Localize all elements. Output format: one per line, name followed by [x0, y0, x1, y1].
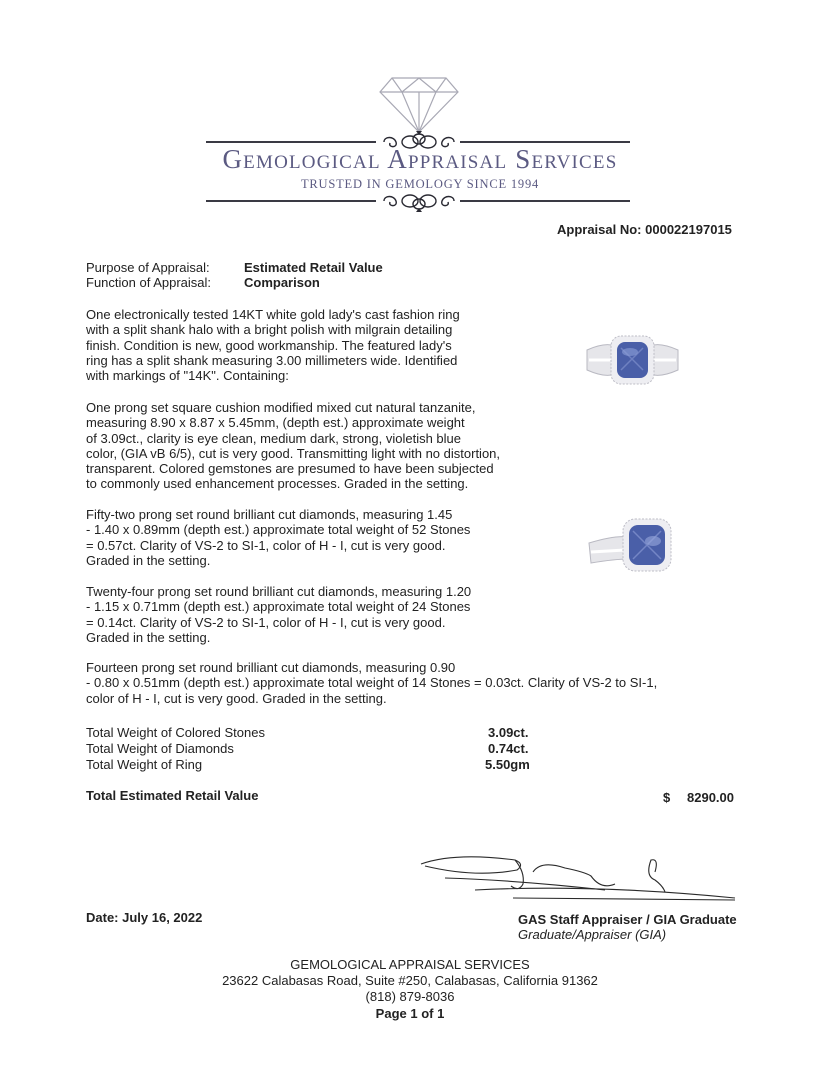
text-line: One electronically tested 14KT white gold lady's cast fashion ring	[86, 307, 460, 322]
text-line: = 0.57ct. Clarity of VS-2 to SI-1, color of H - I, cut is very good.	[86, 537, 446, 553]
page-number: Page 1 of 1	[375, 1006, 445, 1021]
appraiser-subtitle: Graduate/Appraiser (GIA)	[518, 927, 667, 942]
total-colored-stones-label: Total Weight of Colored Stones	[86, 725, 265, 740]
text-line: Fifty-two prong set round brilliant cut diamonds, measuring 1.45	[86, 507, 453, 522]
appraisal-date: Date: July 16, 2022	[86, 910, 203, 925]
text-line: to commonly used enhancement processes. Graded in the setting.	[86, 476, 469, 492]
text-line: color of H - I, cut is very good. Graded in the setting.	[86, 690, 387, 706]
total-ring-weight-value: 5.50gm	[485, 757, 530, 772]
company-logo-title: Gemological Appraisal Services	[222, 144, 618, 174]
total-ring-weight-label: Total Weight of Ring	[86, 757, 203, 772]
appraiser-title: GAS Staff Appraiser / GIA Graduate	[518, 912, 737, 927]
text-line: = 0.14ct. Clarity of VS-2 to SI-1, color of H - I, cut is very good.	[86, 614, 446, 630]
appraisal-number-value: 000022197015	[645, 222, 732, 237]
logo-top-rule-left	[206, 141, 376, 143]
text-line: One prong set square cushion modified mixed cut natural tanzanite,	[86, 400, 476, 415]
total-diamonds-value: 0.74ct.	[488, 741, 529, 756]
text-line: - 0.80 x 0.51mm (depth est.) approximate total weight of 14 Stones = 0.03ct. Clarity of VS-2 to SI-1,	[86, 675, 658, 691]
text-line: - 1.40 x 0.89mm (depth est.) approximate total weight of 52 Stones	[86, 522, 471, 538]
text-line: with a split shank halo with a bright polish with milgrain detailing	[86, 322, 453, 338]
text-line: Twenty-four prong set round brilliant cut diamonds, measuring 1.20	[86, 584, 472, 599]
appraisal-number-label: Appraisal No:	[557, 222, 642, 237]
diamond-icon	[378, 76, 460, 134]
ring-top-view-photo	[585, 330, 680, 390]
text-line: Fourteen prong set round brilliant cut diamonds, measuring 0.90	[86, 660, 456, 675]
purpose-value: Estimated Retail Value	[244, 260, 383, 275]
logo-bottom-rule-right	[460, 200, 630, 202]
text-line: of 3.09ct., clarity is eye clean, medium dark, strong, violetish blue	[86, 430, 462, 446]
text-line: measuring 8.90 x 8.87 x 5.45mm, (depth est.) approximate weight	[86, 415, 465, 431]
diamonds-14-description	[86, 660, 657, 706]
company-logo-tagline: TRUSTED IN GEMOLOGY SINCE 1994	[300, 177, 540, 191]
text-line: Graded in the setting.	[86, 629, 211, 645]
diamonds-24-description	[86, 584, 471, 645]
function-label: Function of Appraisal:	[86, 275, 212, 290]
tanzanite-description	[86, 400, 500, 492]
appraiser-signature	[415, 850, 745, 910]
flourish-ornament-bottom	[378, 190, 460, 212]
ring-side-view-photo	[585, 515, 680, 577]
text-line: transparent. Colored gemstones are presumed to have been subjected	[86, 461, 494, 477]
logo-bottom-rule-left	[206, 200, 376, 202]
footer-address: 23622 Calabasas Road, Suite #250, Calabasas, California 91362	[222, 973, 598, 988]
text-line: - 1.15 x 0.71mm (depth est.) approximate total weight of 24 Stones	[86, 599, 471, 615]
ring-description	[86, 307, 460, 383]
logo-top-rule-right	[460, 141, 630, 143]
total-retail-value: 8290.00	[687, 790, 734, 805]
total-retail-value-label: Total Estimated Retail Value	[86, 788, 259, 803]
text-line: color, (GIA vB 6/5), cut is very good. Transmitting light with no distortion,	[86, 445, 501, 461]
function-value: Comparison	[244, 275, 320, 290]
diamonds-52-description	[86, 507, 470, 568]
footer-phone: (818) 879-8036	[365, 989, 455, 1004]
text-line: finish. Condition is new, good workmanship. The featured lady's	[86, 337, 452, 353]
total-colored-stones-value: 3.09ct.	[488, 725, 529, 740]
footer-company: GEMOLOGICAL APPRAISAL SERVICES	[290, 957, 530, 972]
appraisal-number	[557, 222, 732, 237]
total-diamonds-label: Total Weight of Diamonds	[86, 741, 234, 756]
text-line: ring has a split shank measuring 3.00 millimeters wide. Identified	[86, 352, 458, 368]
text-line: with markings of "14K". Containing:	[86, 368, 289, 384]
text-line: Graded in the setting.	[86, 552, 211, 568]
currency-symbol: $	[663, 790, 671, 805]
purpose-label: Purpose of Appraisal:	[86, 260, 210, 275]
